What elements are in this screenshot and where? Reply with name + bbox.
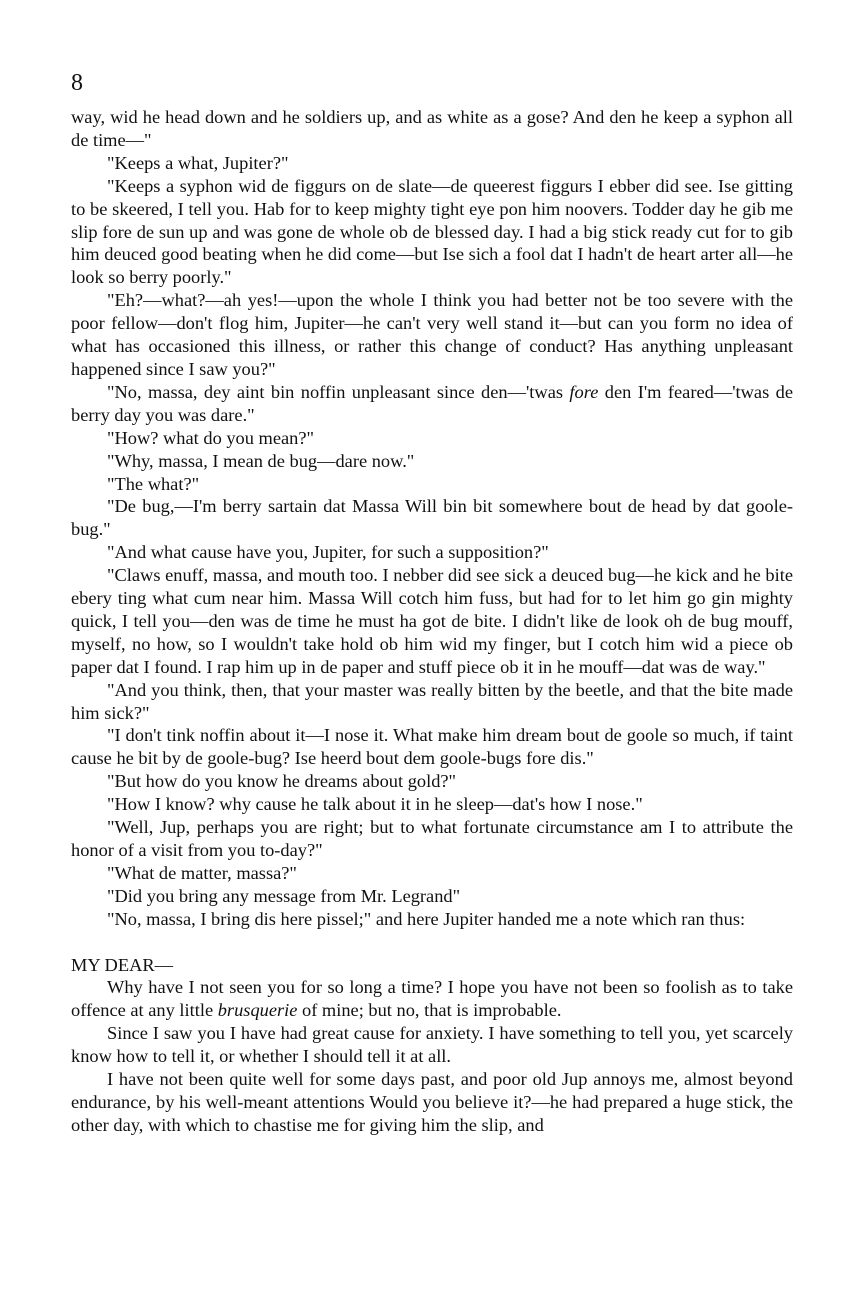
letter-paragraph: I have not been quite well for some days past, and poor old Jup annoys me, almost beyond endurance, by his well-meant attentions Would you believe it?—he had prepared a huge stick, the other day, with which to chastise me for giving him the slip, and [71,1069,793,1135]
page-number: 8 [71,70,83,96]
emphasis-text: fore [569,381,599,402]
text-run: den I'm feared—'twas de berry day you was dare." [71,381,793,425]
paragraph-continued: way, wid he head down and he soldiers up, and as white as a gose? And den he keep a syphon all de time—" [71,107,793,150]
dialogue-paragraph: "Why, massa, I mean de bug—dare now." [107,450,415,471]
dialogue-paragraph: "I don't tink noffin about it—I nose it. What make him dream bout de goole so much, if taint cause he bit by de goole-bug? Ise heerd bout dem goole-bugs fore dis." [71,725,793,769]
dialogue-paragraph: "Claws enuff, massa, and mouth too. I nebber did see sick a deuced bug—he kick and he bite ebery ting what cum near him. Massa Will cotch him fuss, but had for to let him go gin mighty quick, I tell you—den was de time he must ha got de bite. I didn't like de look oh de bug mouff, myself, no how, so I wouldn't take hold ob him wid my finger, but I cotch him wid a piece ob paper dat I found. I rap him up in de paper and stuff piece ob it in he mouff—dat was de way." [71,565,793,677]
text-run: of mine; but no, that is improbable. [297,1000,562,1021]
dialogue-paragraph: "No, massa, I bring dis here pissel;" and here Jupiter handed me a note which ran thus: [107,908,746,929]
page-body [71,106,793,1137]
dialogue-paragraph: "Did you bring any message from Mr. Legrand" [107,885,461,906]
dialogue-paragraph [71,381,793,427]
dialogue-paragraph: "Eh?—what?—ah yes!—upon the whole I think you had better not be too severe with the poor fellow—don't flog him, Jupiter—he can't very well stand it—but can you form no idea of what has occasioned this illness, or rather this change of conduct? Has anything unpleasant happened since I saw you?" [71,290,793,379]
text-run: "No, massa, dey aint bin noffin unpleasant since den—'twas [107,381,570,402]
letter-salutation: MY DEAR— [71,954,174,975]
letter-paragraph: Since I saw you I have had great cause for anxiety. I have something to tell you, yet scarcely know how to tell it, or whether I should tell it at all. [71,1023,793,1067]
dialogue-paragraph: "But how do you know he dreams about gold?" [107,771,457,792]
dialogue-paragraph: "Keeps a syphon wid de figgurs on de slate—de queerest figgurs I ebber did see. Ise gitting to be skeered, I tell you. Hab for to keep mighty tight eye pon him noovers. Todder day he gib me slip fore de sun up and was gone de whole ob de blessed day. I had a big stick ready cut for to gib him deuced good beating when he did come—but Ise sich a fool dat I hadn't de heart arter all—he look so berry poorly." [71,175,793,288]
section-gap [71,931,793,954]
dialogue-paragraph: "How I know? why cause he talk about it in he sleep—dat's how I nose." [107,794,643,815]
text-run: Why have I not seen you for so long a time? I hope you have not been so foolish as to take offence at any little [71,977,793,1021]
letter-paragraph [71,976,793,1022]
dialogue-paragraph: "And you think, then, that your master was really bitten by the beetle, and that the bite made him sick?" [71,679,793,723]
dialogue-paragraph: "How? what do you mean?" [107,427,315,448]
dialogue-paragraph: "Well, Jup, perhaps you are right; but to what fortunate circumstance am I to attribute the honor of a visit from you to-day?" [71,817,793,860]
dialogue-paragraph: "The what?" [107,473,200,494]
dialogue-paragraph: "And what cause have you, Jupiter, for such a supposition?" [107,542,549,563]
dialogue-paragraph: "What de matter, massa?" [107,862,297,883]
dialogue-paragraph: "Keeps a what, Jupiter?" [107,152,289,173]
dialogue-paragraph: "De bug,—I'm berry sartain dat Massa Will bin bit somewhere bout de head by dat goole-bug." [71,496,793,540]
emphasis-text: brusquerie [217,1000,298,1021]
